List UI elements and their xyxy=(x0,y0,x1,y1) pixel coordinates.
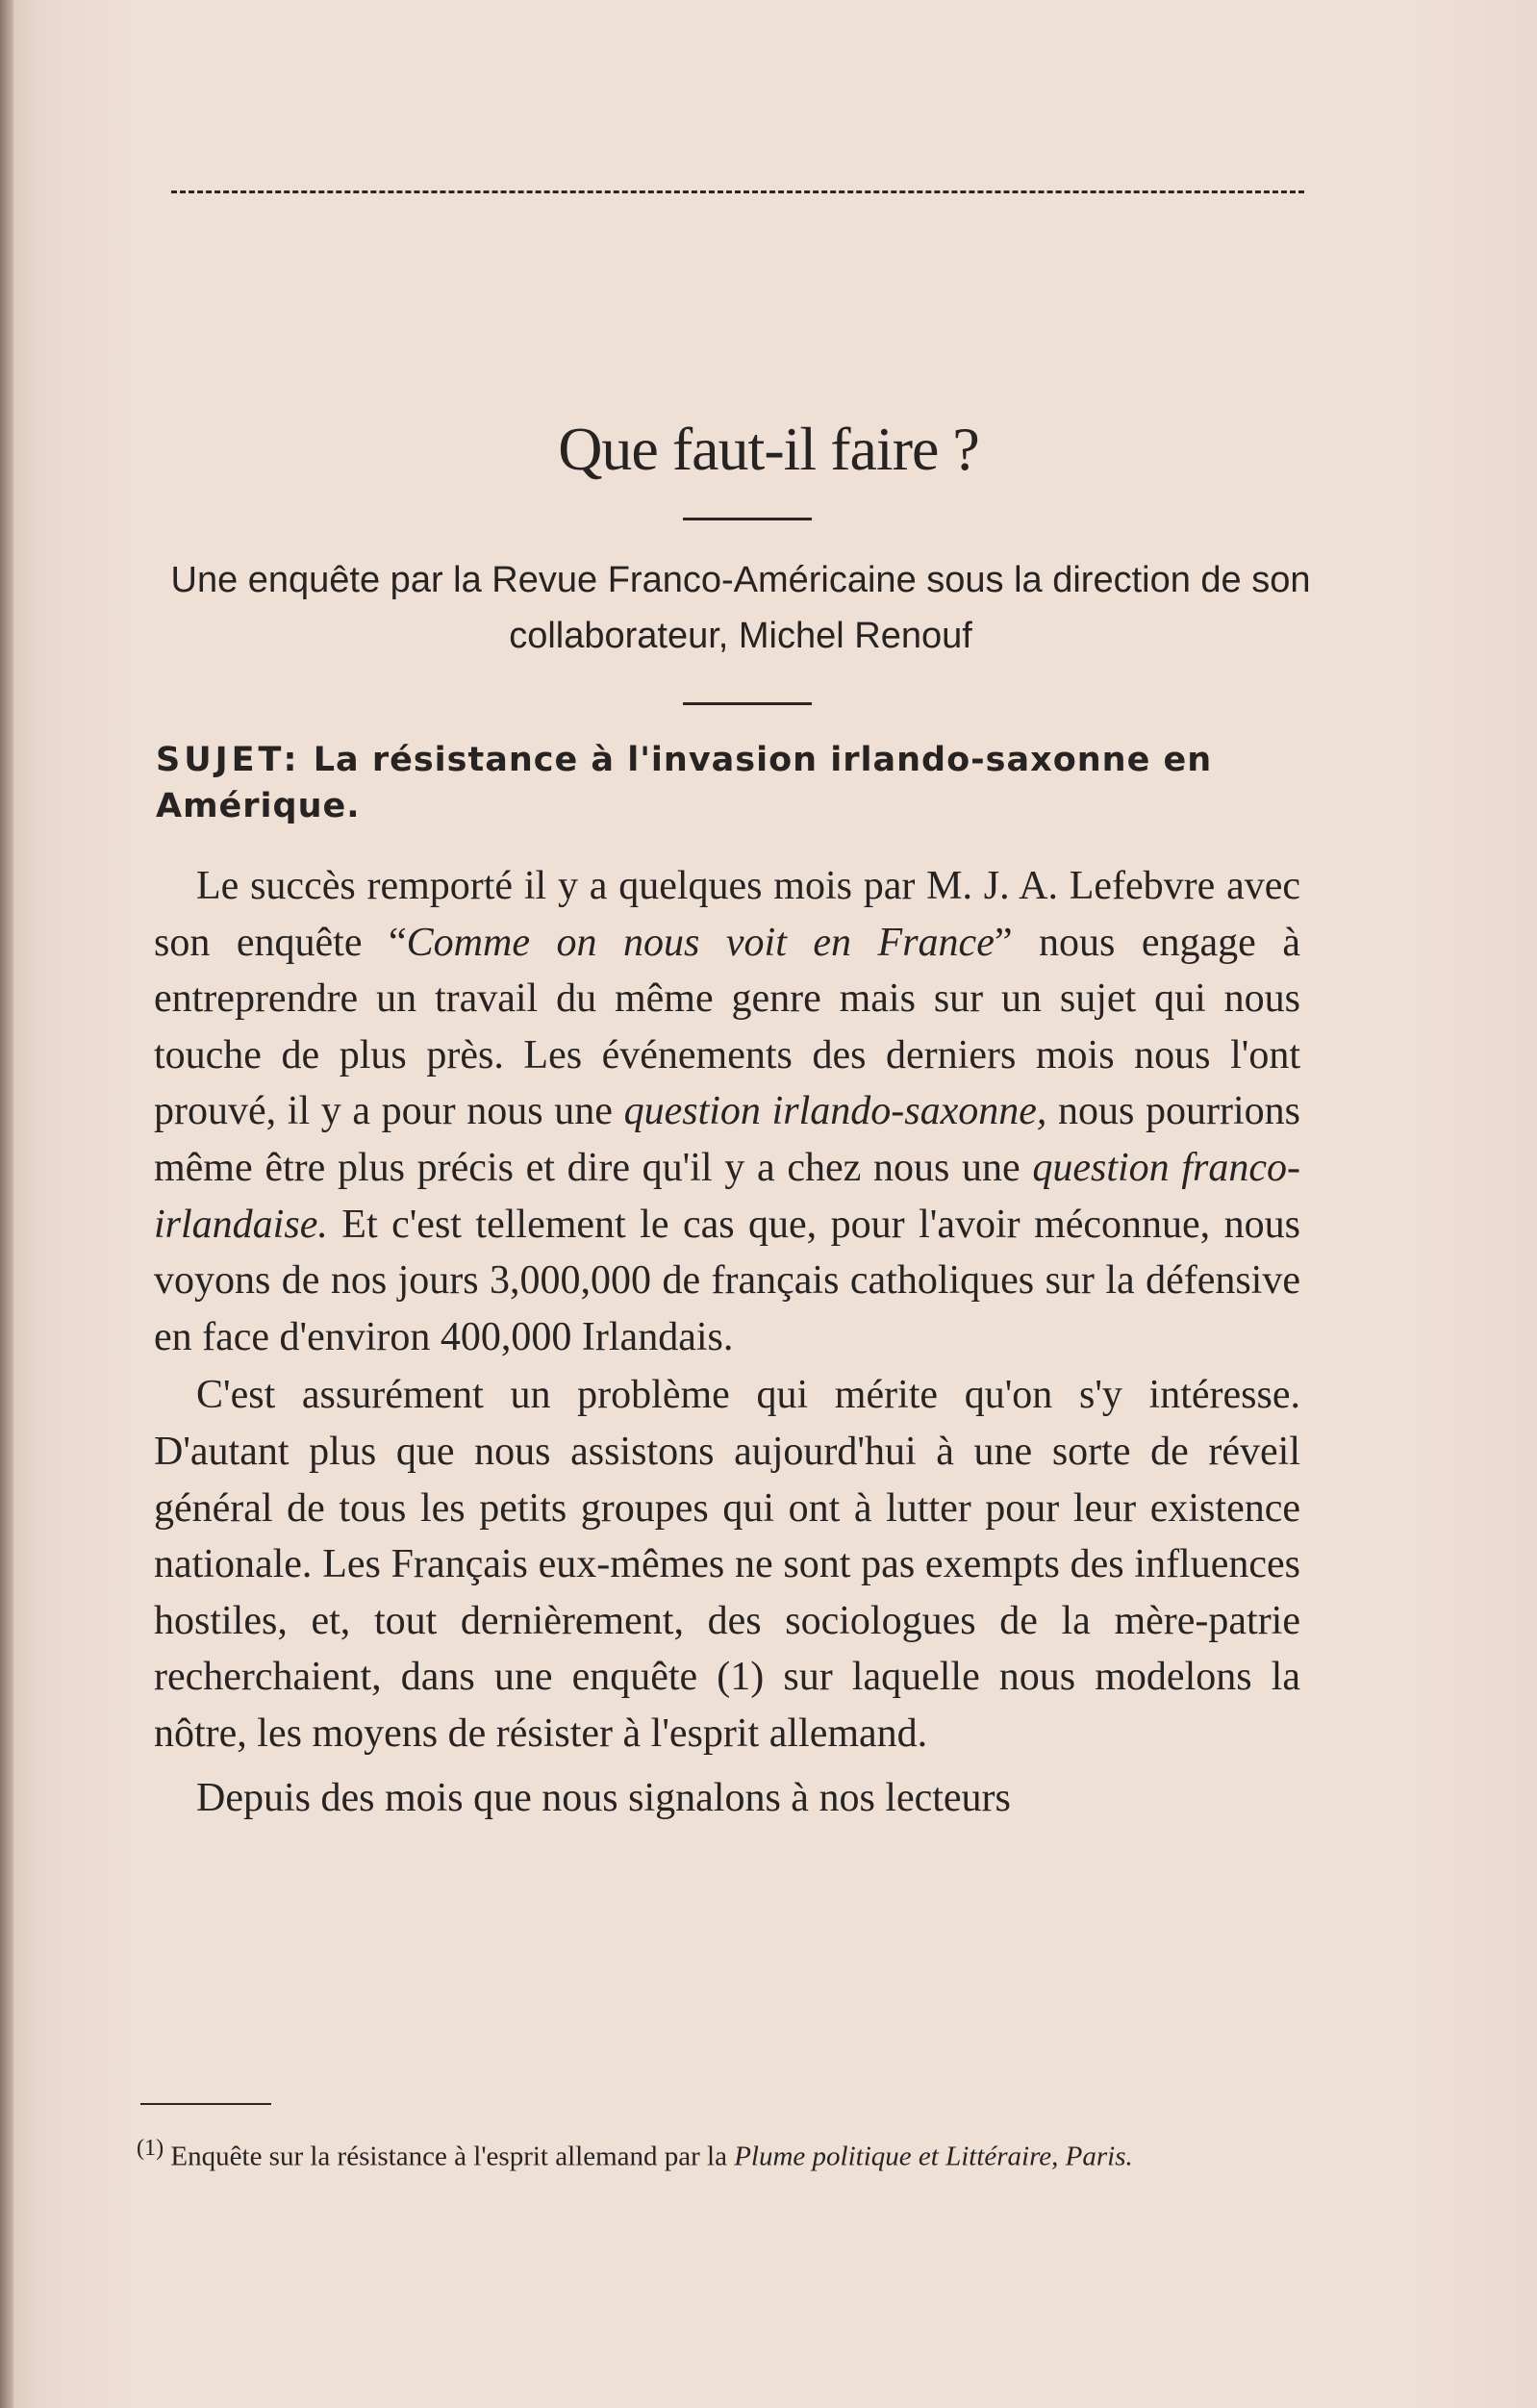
paragraph-2: C'est assurément un problème qui mérite qu'on s'y intéresse. D'autant plus que nous assistons aujourd'hui à une sorte de réveil général de tous les petits groupes qui ont à lutter pour leur existence nationale. Les Français eux-mêmes ne sont pas exempts des influences hostiles, et, tout dernièrement, des sociologues de la mère-patrie recherchaient, dans une enquête (1) sur laquelle nous modelons la nôtre, les moyens de résister à l'esprit allemand. xyxy=(154,1373,1300,1756)
footnote-marker: (1) xyxy=(137,2135,164,2161)
title-divider xyxy=(683,518,812,520)
p1-italic-3: question franco-irlandaise. xyxy=(154,1145,1301,1247)
footnote-rule xyxy=(140,2103,271,2105)
subtitle-divider xyxy=(683,702,812,705)
p1-italic-1: Comme on nous voit en France xyxy=(406,920,995,965)
p1-text-1: Le succès remporté il y a quelques mois par M. J. A. Lefebvre avec son enquête “ xyxy=(154,864,1300,965)
footnote-text: Enquête sur la résistance à l'esprit allemand par la xyxy=(164,2141,735,2172)
page-title: Que faut-il faire ? xyxy=(558,415,979,483)
header-rule xyxy=(171,190,1304,193)
p1-text-3: nous pourrions même être plus précis et dire qu'il y a chez nous une xyxy=(154,1089,1300,1190)
binding-shadow xyxy=(0,0,13,2408)
footnote xyxy=(137,2132,1291,2173)
subject-label: SUJET: xyxy=(156,741,301,779)
article-subtitle: Une enquête par la Revue Franco-Américaine sous la direction de son collaborateur, Michel Renouf xyxy=(170,560,1311,656)
p1-text-4: Et c'est tellement le cas que, pour l'avoir méconnue, nous voyons de nos jours 3,000,000 de français catholiques sur la défensive en face d'environ 400,000 Irlandais. xyxy=(154,1202,1300,1359)
p1-italic-2: question irlando-saxonne, xyxy=(623,1089,1047,1134)
paragraph-1 xyxy=(154,858,1300,1365)
paragraph-3: Depuis des mois que nous signalons à nos lecteurs xyxy=(196,1775,1011,1820)
p1-text-2: ” nous engage à entreprendre un travail du même genre mais sur un sujet qui nous touche de plus près. Les événements des derniers mois nous l'ont prouvé, il y a pour nous une xyxy=(154,920,1300,1134)
subject-text: La résistance à l'invasion irlando-saxonne en Amérique. xyxy=(156,741,1213,825)
article-body xyxy=(154,858,1300,1826)
footnote-italic: Plume politique et Littéraire, Paris. xyxy=(734,2141,1133,2172)
subject-heading xyxy=(156,737,1310,829)
